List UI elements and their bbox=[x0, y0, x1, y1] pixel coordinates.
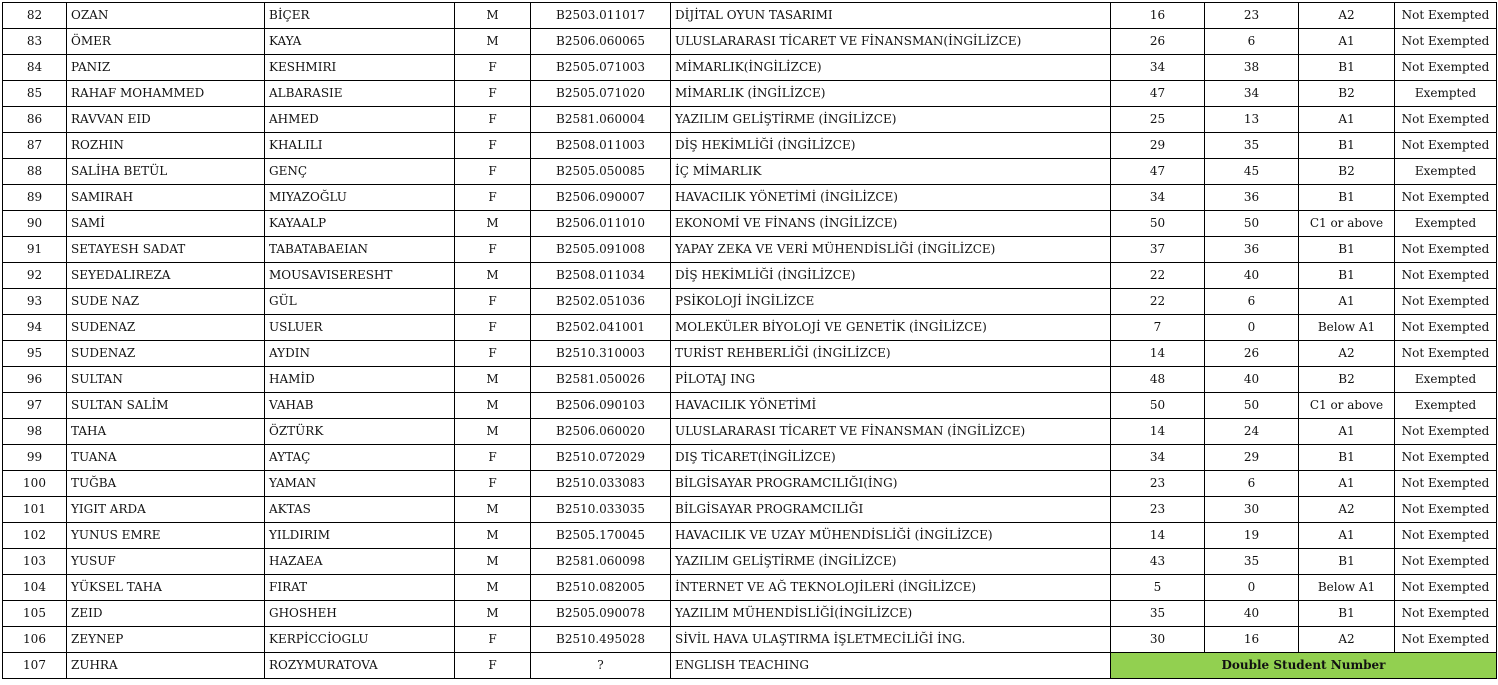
score-1: 22 bbox=[1111, 289, 1205, 315]
score-2: 40 bbox=[1205, 367, 1299, 393]
score-2: 24 bbox=[1205, 419, 1299, 445]
gender: F bbox=[455, 107, 531, 133]
level: B1 bbox=[1299, 549, 1395, 575]
first-name: SUDENAZ bbox=[67, 315, 265, 341]
first-name: SUDENAZ bbox=[67, 341, 265, 367]
row-number: 94 bbox=[3, 315, 67, 341]
score-2: 35 bbox=[1205, 549, 1299, 575]
score-1: 30 bbox=[1111, 627, 1205, 653]
table-row bbox=[3, 289, 1497, 315]
first-name: ÖMER bbox=[67, 29, 265, 55]
exemption-status: Not Exempted bbox=[1395, 289, 1497, 315]
score-1: 34 bbox=[1111, 445, 1205, 471]
table-row bbox=[3, 55, 1497, 81]
exemption-status: Not Exempted bbox=[1395, 237, 1497, 263]
level: B2 bbox=[1299, 159, 1395, 185]
score-2: 6 bbox=[1205, 29, 1299, 55]
exemption-status: Not Exempted bbox=[1395, 523, 1497, 549]
row-number: 87 bbox=[3, 133, 67, 159]
last-name: BİÇER bbox=[265, 3, 455, 29]
exemption-status: Not Exempted bbox=[1395, 55, 1497, 81]
program: ULUSLARARASI TİCARET VE FİNANSMAN(İNGİLİZCE) bbox=[671, 29, 1111, 55]
level: A2 bbox=[1299, 497, 1395, 523]
first-name: ZEYNEP bbox=[67, 627, 265, 653]
program: ENGLISH TEACHING bbox=[671, 653, 1111, 679]
score-2: 40 bbox=[1205, 263, 1299, 289]
program: MİMARLIK(İNGİLİZCE) bbox=[671, 55, 1111, 81]
first-name: YUSUF bbox=[67, 549, 265, 575]
score-1: 48 bbox=[1111, 367, 1205, 393]
exemption-status: Exempted bbox=[1395, 393, 1497, 419]
score-2: 35 bbox=[1205, 133, 1299, 159]
gender: F bbox=[455, 445, 531, 471]
table-row bbox=[3, 81, 1497, 107]
first-name: YÜKSEL TAHA bbox=[67, 575, 265, 601]
student-number: B2505.071003 bbox=[531, 55, 671, 81]
table-row bbox=[3, 107, 1497, 133]
student-number: B2506.060020 bbox=[531, 419, 671, 445]
first-name: ZEID bbox=[67, 601, 265, 627]
first-name: SULTAN bbox=[67, 367, 265, 393]
student-number: B2505.071020 bbox=[531, 81, 671, 107]
table-row bbox=[3, 367, 1497, 393]
table-row bbox=[3, 29, 1497, 55]
first-name: RAVVAN EID bbox=[67, 107, 265, 133]
exemption-status: Not Exempted bbox=[1395, 133, 1497, 159]
exemption-status: Not Exempted bbox=[1395, 549, 1497, 575]
exemption-status: Not Exempted bbox=[1395, 263, 1497, 289]
score-1: 23 bbox=[1111, 497, 1205, 523]
gender: F bbox=[455, 81, 531, 107]
student-number: B2505.090078 bbox=[531, 601, 671, 627]
student-number: B2510.495028 bbox=[531, 627, 671, 653]
student-number: B2502.041001 bbox=[531, 315, 671, 341]
level: A2 bbox=[1299, 3, 1395, 29]
row-number: 91 bbox=[3, 237, 67, 263]
exemption-status: Not Exempted bbox=[1395, 315, 1497, 341]
student-number: B2505.170045 bbox=[531, 523, 671, 549]
gender: F bbox=[455, 653, 531, 679]
exemption-status: Exempted bbox=[1395, 159, 1497, 185]
last-name: AHMED bbox=[265, 107, 455, 133]
program: PİLOTAJ ING bbox=[671, 367, 1111, 393]
first-name: OZAN bbox=[67, 3, 265, 29]
table-row bbox=[3, 419, 1497, 445]
table-row bbox=[3, 549, 1497, 575]
level: B1 bbox=[1299, 601, 1395, 627]
row-number: 89 bbox=[3, 185, 67, 211]
gender: F bbox=[455, 315, 531, 341]
gender: F bbox=[455, 237, 531, 263]
program: BİLGİSAYAR PROGRAMCILIĞI bbox=[671, 497, 1111, 523]
score-1: 43 bbox=[1111, 549, 1205, 575]
row-number: 99 bbox=[3, 445, 67, 471]
score-1: 14 bbox=[1111, 523, 1205, 549]
last-name: KAYAALP bbox=[265, 211, 455, 237]
student-number: B2581.050026 bbox=[531, 367, 671, 393]
score-2: 50 bbox=[1205, 211, 1299, 237]
exemption-status: Not Exempted bbox=[1395, 471, 1497, 497]
exemption-status: Not Exempted bbox=[1395, 601, 1497, 627]
score-2: 29 bbox=[1205, 445, 1299, 471]
first-name: PANIZ bbox=[67, 55, 265, 81]
last-name: GHOSHEH bbox=[265, 601, 455, 627]
student-number: B2506.090103 bbox=[531, 393, 671, 419]
row-number: 90 bbox=[3, 211, 67, 237]
row-number: 102 bbox=[3, 523, 67, 549]
program: EKONOMİ VE FİNANS (İNGİLİZCE) bbox=[671, 211, 1111, 237]
first-name: SALİHA BETÜL bbox=[67, 159, 265, 185]
student-number: B2508.011003 bbox=[531, 133, 671, 159]
student-number: B2506.011010 bbox=[531, 211, 671, 237]
score-1: 50 bbox=[1111, 393, 1205, 419]
score-2: 19 bbox=[1205, 523, 1299, 549]
last-name: HAZAEA bbox=[265, 549, 455, 575]
table-row bbox=[3, 3, 1497, 29]
row-number: 104 bbox=[3, 575, 67, 601]
score-2: 30 bbox=[1205, 497, 1299, 523]
score-2: 40 bbox=[1205, 601, 1299, 627]
program: ULUSLARARASI TİCARET VE FİNANSMAN (İNGİLİZCE) bbox=[671, 419, 1111, 445]
level: B1 bbox=[1299, 445, 1395, 471]
exemption-status: Not Exempted bbox=[1395, 341, 1497, 367]
level: B2 bbox=[1299, 81, 1395, 107]
gender: M bbox=[455, 211, 531, 237]
exemption-status: Not Exempted bbox=[1395, 575, 1497, 601]
score-1: 47 bbox=[1111, 81, 1205, 107]
table-row bbox=[3, 575, 1497, 601]
score-2: 50 bbox=[1205, 393, 1299, 419]
gender: M bbox=[455, 419, 531, 445]
first-name: YIGIT ARDA bbox=[67, 497, 265, 523]
row-number: 82 bbox=[3, 3, 67, 29]
exemption-status: Not Exempted bbox=[1395, 185, 1497, 211]
first-name: SEYEDALIREZA bbox=[67, 263, 265, 289]
score-1: 35 bbox=[1111, 601, 1205, 627]
last-name: FIRAT bbox=[265, 575, 455, 601]
gender: M bbox=[455, 3, 531, 29]
gender: F bbox=[455, 159, 531, 185]
program: SİVİL HAVA ULAŞTIRMA İŞLETMECİLİĞİ İNG. bbox=[671, 627, 1111, 653]
exemption-status: Exempted bbox=[1395, 81, 1497, 107]
row-number: 84 bbox=[3, 55, 67, 81]
last-name: KAYA bbox=[265, 29, 455, 55]
last-name: ALBARASIE bbox=[265, 81, 455, 107]
program: YAZILIM GELİŞTİRME (İNGİLİZCE) bbox=[671, 549, 1111, 575]
level: B1 bbox=[1299, 263, 1395, 289]
row-number: 88 bbox=[3, 159, 67, 185]
gender: M bbox=[455, 393, 531, 419]
exemption-status: Not Exempted bbox=[1395, 3, 1497, 29]
row-number: 103 bbox=[3, 549, 67, 575]
double-student-number-note: Double Student Number bbox=[1111, 653, 1497, 679]
score-2: 45 bbox=[1205, 159, 1299, 185]
last-name: ÖZTÜRK bbox=[265, 419, 455, 445]
program: TURİST REHBERLİĞİ (İNGİLİZCE) bbox=[671, 341, 1111, 367]
level: A1 bbox=[1299, 107, 1395, 133]
row-number: 85 bbox=[3, 81, 67, 107]
student-number: B2581.060098 bbox=[531, 549, 671, 575]
last-name: YILDIRIM bbox=[265, 523, 455, 549]
table-row bbox=[3, 627, 1497, 653]
exemption-status: Not Exempted bbox=[1395, 627, 1497, 653]
program: MİMARLIK (İNGİLİZCE) bbox=[671, 81, 1111, 107]
student-number: B2510.033083 bbox=[531, 471, 671, 497]
score-2: 23 bbox=[1205, 3, 1299, 29]
last-name: MIYAZOĞLU bbox=[265, 185, 455, 211]
program: HAVACILIK YÖNETİMİ bbox=[671, 393, 1111, 419]
score-1: 16 bbox=[1111, 3, 1205, 29]
score-2: 6 bbox=[1205, 289, 1299, 315]
last-name: USLUER bbox=[265, 315, 455, 341]
table-row bbox=[3, 263, 1497, 289]
score-1: 23 bbox=[1111, 471, 1205, 497]
table-row bbox=[3, 601, 1497, 627]
last-name: GENÇ bbox=[265, 159, 455, 185]
program: HAVACILIK VE UZAY MÜHENDİSLİĞİ (İNGİLİZCE) bbox=[671, 523, 1111, 549]
score-2: 36 bbox=[1205, 237, 1299, 263]
score-1: 37 bbox=[1111, 237, 1205, 263]
last-name: KESHMIRI bbox=[265, 55, 455, 81]
row-number: 93 bbox=[3, 289, 67, 315]
table-row bbox=[3, 497, 1497, 523]
gender: M bbox=[455, 523, 531, 549]
student-number: B2510.033035 bbox=[531, 497, 671, 523]
last-name: AYDIN bbox=[265, 341, 455, 367]
last-name: TABATABAEIAN bbox=[265, 237, 455, 263]
program: DİŞ HEKİMLİĞİ (İNGİLİZCE) bbox=[671, 133, 1111, 159]
score-2: 0 bbox=[1205, 575, 1299, 601]
row-number: 107 bbox=[3, 653, 67, 679]
score-1: 22 bbox=[1111, 263, 1205, 289]
score-1: 29 bbox=[1111, 133, 1205, 159]
first-name: SUDE NAZ bbox=[67, 289, 265, 315]
program: YAZILIM GELİŞTİRME (İNGİLİZCE) bbox=[671, 107, 1111, 133]
row-number: 96 bbox=[3, 367, 67, 393]
program: DİŞ HEKİMLİĞİ (İNGİLİZCE) bbox=[671, 263, 1111, 289]
first-name: SULTAN SALİM bbox=[67, 393, 265, 419]
first-name: ROZHIN bbox=[67, 133, 265, 159]
last-name: HAMİD bbox=[265, 367, 455, 393]
gender: F bbox=[455, 55, 531, 81]
program: PSİKOLOJİ İNGİLİZCE bbox=[671, 289, 1111, 315]
last-name: AKTAS bbox=[265, 497, 455, 523]
table-row bbox=[3, 237, 1497, 263]
student-number: B2581.060004 bbox=[531, 107, 671, 133]
score-2: 26 bbox=[1205, 341, 1299, 367]
gender: F bbox=[455, 133, 531, 159]
score-1: 14 bbox=[1111, 419, 1205, 445]
student-number: B2508.011034 bbox=[531, 263, 671, 289]
first-name: SETAYESH SADAT bbox=[67, 237, 265, 263]
level: Below A1 bbox=[1299, 315, 1395, 341]
score-2: 38 bbox=[1205, 55, 1299, 81]
first-name: SAMIRAH bbox=[67, 185, 265, 211]
student-number: B2502.051036 bbox=[531, 289, 671, 315]
row-number: 100 bbox=[3, 471, 67, 497]
level: B1 bbox=[1299, 185, 1395, 211]
row-number: 106 bbox=[3, 627, 67, 653]
row-number: 83 bbox=[3, 29, 67, 55]
score-2: 13 bbox=[1205, 107, 1299, 133]
student-number: B2510.072029 bbox=[531, 445, 671, 471]
program: YAZILIM MÜHENDİSLİĞİ(İNGİLİZCE) bbox=[671, 601, 1111, 627]
row-number: 101 bbox=[3, 497, 67, 523]
table-row bbox=[3, 393, 1497, 419]
row-number: 98 bbox=[3, 419, 67, 445]
level: A1 bbox=[1299, 289, 1395, 315]
score-1: 47 bbox=[1111, 159, 1205, 185]
first-name: SAMİ bbox=[67, 211, 265, 237]
student-number: ? bbox=[531, 653, 671, 679]
row-number: 86 bbox=[3, 107, 67, 133]
exemption-status: Not Exempted bbox=[1395, 419, 1497, 445]
table-row bbox=[3, 185, 1497, 211]
student-number: B2505.050085 bbox=[531, 159, 671, 185]
gender: F bbox=[455, 185, 531, 211]
program: YAPAY ZEKA VE VERİ MÜHENDİSLİĞİ (İNGİLİZCE) bbox=[671, 237, 1111, 263]
first-name: TAHA bbox=[67, 419, 265, 445]
level: C1 or above bbox=[1299, 393, 1395, 419]
gender: M bbox=[455, 497, 531, 523]
last-name: MOUSAVISERESHT bbox=[265, 263, 455, 289]
student-number: B2506.090007 bbox=[531, 185, 671, 211]
row-number: 97 bbox=[3, 393, 67, 419]
student-number: B2503.011017 bbox=[531, 3, 671, 29]
score-1: 50 bbox=[1111, 211, 1205, 237]
score-1: 26 bbox=[1111, 29, 1205, 55]
gender: F bbox=[455, 341, 531, 367]
program: DİJİTAL OYUN TASARIMI bbox=[671, 3, 1111, 29]
score-1: 14 bbox=[1111, 341, 1205, 367]
first-name: YUNUS EMRE bbox=[67, 523, 265, 549]
student-table bbox=[2, 2, 1497, 679]
last-name: GÜL bbox=[265, 289, 455, 315]
table-row bbox=[3, 341, 1497, 367]
table-row bbox=[3, 211, 1497, 237]
student-number: B2510.310003 bbox=[531, 341, 671, 367]
score-1: 5 bbox=[1111, 575, 1205, 601]
student-number: B2505.091008 bbox=[531, 237, 671, 263]
exemption-status: Exempted bbox=[1395, 211, 1497, 237]
last-name: KHALILI bbox=[265, 133, 455, 159]
program: MOLEKÜLER BİYOLOJİ VE GENETİK (İNGİLİZCE) bbox=[671, 315, 1111, 341]
program: DIŞ TİCARET(İNGİLİZCE) bbox=[671, 445, 1111, 471]
gender: F bbox=[455, 471, 531, 497]
program: İÇ MİMARLIK bbox=[671, 159, 1111, 185]
row-number: 95 bbox=[3, 341, 67, 367]
level: Below A1 bbox=[1299, 575, 1395, 601]
table-row bbox=[3, 445, 1497, 471]
table-row bbox=[3, 523, 1497, 549]
gender: M bbox=[455, 29, 531, 55]
gender: F bbox=[455, 289, 531, 315]
program: İNTERNET VE AĞ TEKNOLOJİLERİ (İNGİLİZCE) bbox=[671, 575, 1111, 601]
first-name: TUĞBA bbox=[67, 471, 265, 497]
score-2: 0 bbox=[1205, 315, 1299, 341]
gender: M bbox=[455, 367, 531, 393]
level: A2 bbox=[1299, 627, 1395, 653]
program: BİLGİSAYAR PROGRAMCILIĞI(İNG) bbox=[671, 471, 1111, 497]
score-1: 34 bbox=[1111, 55, 1205, 81]
first-name: ZUHRA bbox=[67, 653, 265, 679]
row-number: 105 bbox=[3, 601, 67, 627]
table-row bbox=[3, 653, 1497, 679]
score-1: 25 bbox=[1111, 107, 1205, 133]
exemption-status: Not Exempted bbox=[1395, 29, 1497, 55]
level: B2 bbox=[1299, 367, 1395, 393]
score-1: 34 bbox=[1111, 185, 1205, 211]
last-name: AYTAÇ bbox=[265, 445, 455, 471]
student-number: B2510.082005 bbox=[531, 575, 671, 601]
first-name: RAHAF MOHAMMED bbox=[67, 81, 265, 107]
row-number: 92 bbox=[3, 263, 67, 289]
last-name: KERPİCCİOGLU bbox=[265, 627, 455, 653]
last-name: VAHAB bbox=[265, 393, 455, 419]
score-2: 6 bbox=[1205, 471, 1299, 497]
table-row bbox=[3, 471, 1497, 497]
level: B1 bbox=[1299, 133, 1395, 159]
level: C1 or above bbox=[1299, 211, 1395, 237]
gender: F bbox=[455, 627, 531, 653]
gender: M bbox=[455, 263, 531, 289]
score-2: 36 bbox=[1205, 185, 1299, 211]
level: A2 bbox=[1299, 341, 1395, 367]
level: A1 bbox=[1299, 471, 1395, 497]
exemption-status: Not Exempted bbox=[1395, 107, 1497, 133]
table-row bbox=[3, 315, 1497, 341]
gender: M bbox=[455, 549, 531, 575]
score-2: 34 bbox=[1205, 81, 1299, 107]
first-name: TUANA bbox=[67, 445, 265, 471]
table-row bbox=[3, 159, 1497, 185]
level: A1 bbox=[1299, 29, 1395, 55]
student-number: B2506.060065 bbox=[531, 29, 671, 55]
last-name: YAMAN bbox=[265, 471, 455, 497]
level: B1 bbox=[1299, 237, 1395, 263]
level: B1 bbox=[1299, 55, 1395, 81]
level: A1 bbox=[1299, 419, 1395, 445]
table-row bbox=[3, 133, 1497, 159]
gender: M bbox=[455, 575, 531, 601]
level: A1 bbox=[1299, 523, 1395, 549]
score-1: 7 bbox=[1111, 315, 1205, 341]
score-2: 16 bbox=[1205, 627, 1299, 653]
last-name: ROZYMURATOVA bbox=[265, 653, 455, 679]
gender: M bbox=[455, 601, 531, 627]
exemption-status: Exempted bbox=[1395, 367, 1497, 393]
exemption-status: Not Exempted bbox=[1395, 445, 1497, 471]
program: HAVACILIK YÖNETİMİ (İNGİLİZCE) bbox=[671, 185, 1111, 211]
exemption-status: Not Exempted bbox=[1395, 497, 1497, 523]
